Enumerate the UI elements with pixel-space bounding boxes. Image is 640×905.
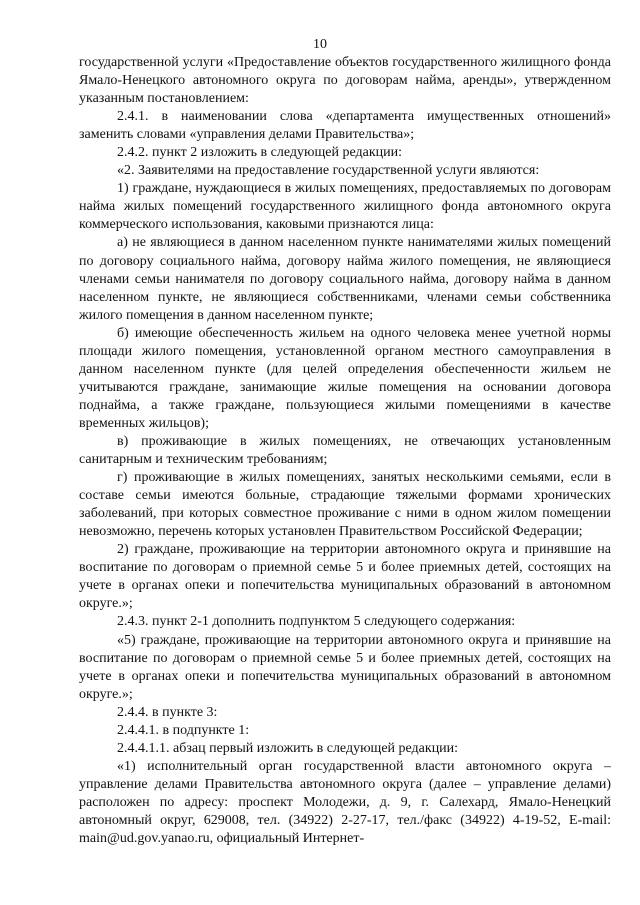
document-paragraph: 2) граждане, проживающие на территории автономного округа и принявшие на воспитание по договорам о приемной семье 5 и более приемных детей, состоящих на учете в органах опеки и попечительства муниципальных образований в автономном округе.»; (79, 542, 611, 612)
document-paragraph: 2.4.4.1. в подпункте 1: (117, 722, 250, 738)
document-paragraph: б) имеющие обеспеченность жильем на одного человека менее учетной нормы площади жилого помещения, установленной органом местного самоуправления в данном населенном пункте (для целей определения обеспеченности жильем не учитываются граждане, занимающие жилые помещения на основании договора поднайма, а также граждане, пользующиеся жилыми помещениями в качестве временных жильцов); (79, 325, 611, 431)
document-paragraph: а) не являющиеся в данном населенном пункте нанимателями жилых помещений по договору социального найма, договору найма жилого помещения, не являющиеся членами семьи нанимателя по договору социального найма, договору найма в данном населенном пункте, не являющиеся собственниками, членами семьи собственника жилого помещения в данном населенном пункте; (79, 235, 611, 323)
document-paragraph: 1) граждане, нуждающиеся в жилых помещениях, предоставляемых по договорам найма жилых помещений государственного жилищного фонда автономного округа коммерческого использования, каковыми признаются лица: (79, 181, 611, 233)
document-paragraph: государственной услуги «Предоставление объектов государственного жилищного фонда Ямало-Ненецкого автономного округа по договорам найма, аренды», утвержденном указанным постановлением: (79, 55, 611, 107)
document-paragraph: 2.4.2. пункт 2 изложить в следующей редакции: (117, 145, 402, 161)
document-paragraph: г) проживающие в жилых помещениях, занятых несколькими семьями, если в составе семьи имеются больные, страдающие тяжелыми формами хронических заболеваний, при которых совместное проживание с ними в одном жилом помещении невозможно, перечень которых установлен Правительством Российской Федерации; (79, 470, 611, 540)
document-paragraph: 2.4.1. в наименовании слова «департамента имущественных отношений» заменить словами «управления делами Правительства»; (79, 109, 611, 143)
document-paragraph: в) проживающие в жилых помещениях, не отвечающих установленным санитарным и техническим требованиям; (79, 433, 611, 468)
document-paragraph: 2.4.4.1.1. абзац первый изложить в следующей редакции: (117, 740, 459, 756)
page-number: 10 (313, 37, 327, 52)
document-paragraph: «1) исполнительный орган государственной власти автономного округа – управление делами Правительства автономного округа (далее – управление делами) расположен по адресу: проспект Молодежи, д. 9, г. Салехард, Ямало-Ненецкий автономный округ, 629008, тел. (34922) 2-27-17, тел./факс (34922) 4-19-52, E-mail: main@ud.gov.yanao.ru, официальный Интернет- (79, 758, 611, 847)
document-paragraph: 2.4.4. в пункте 3: (117, 704, 218, 720)
document-paragraph: «2. Заявителями на предоставление государственной услуги являются: (117, 163, 540, 179)
document-paragraph: 2.4.3. пункт 2-1 дополнить подпунктом 5 следующего содержания: (117, 614, 516, 630)
document-body (79, 54, 611, 848)
document-paragraph: «5) граждане, проживающие на территории автономного округа и принявшие на воспитание по договорам о приемной семье 5 и более приемных детей, состоящих на учете в органах опеки и попечительства муниципальных образований в автономном округе.»; (79, 632, 611, 702)
